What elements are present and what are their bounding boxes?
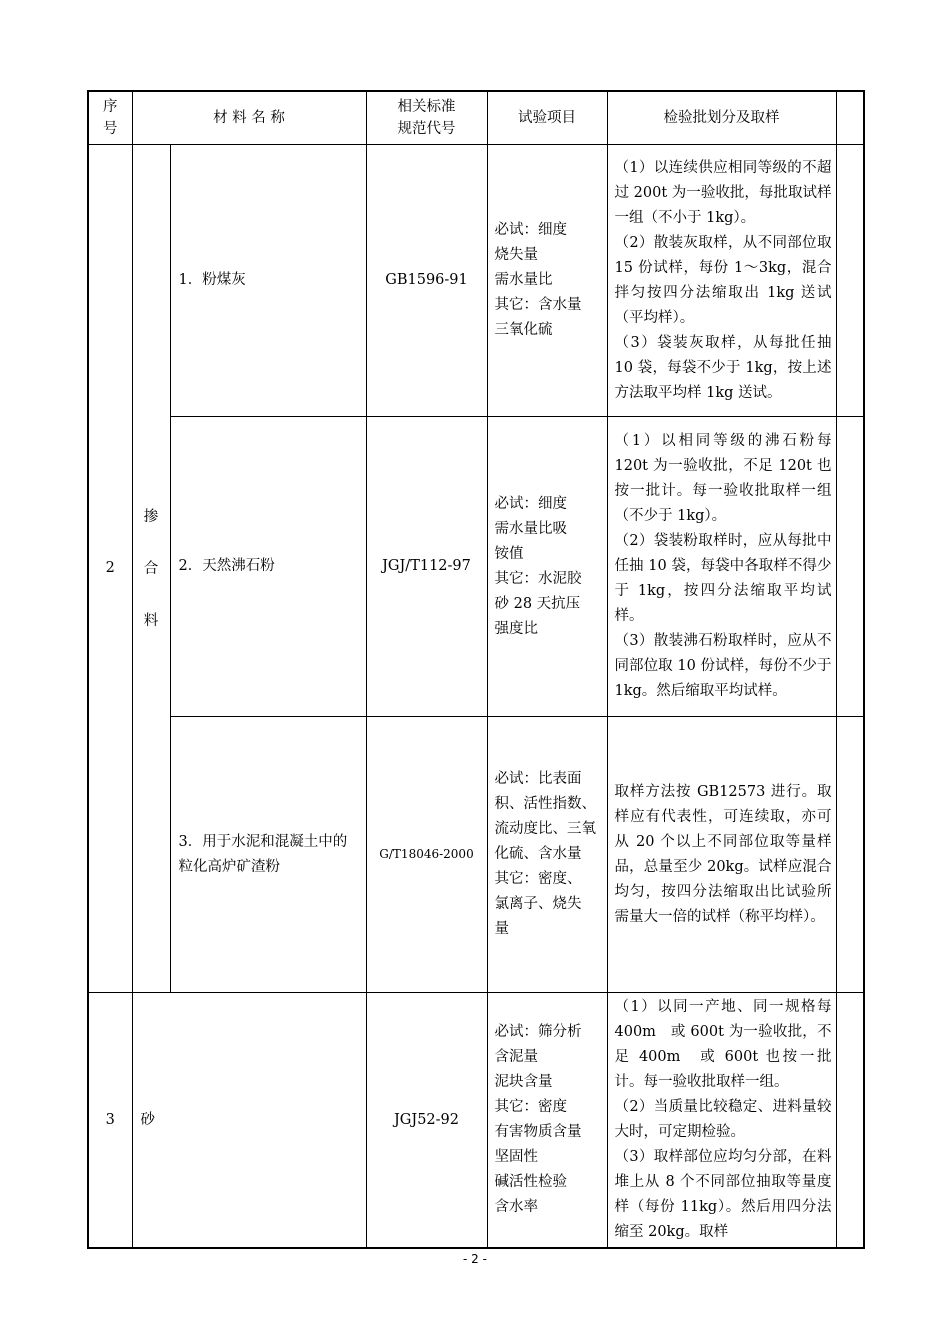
material-name-cell	[132, 993, 366, 1249]
test-item: 必试：筛分析	[494, 1024, 582, 1040]
material-name: 砂	[140, 1111, 155, 1128]
table-row	[88, 145, 864, 417]
sampling-paragraph: （2）袋装粉取样时，应从每批中任抽 10 袋，每袋中各取样不得少于 1kg，按四分法缩取平均试样。	[614, 533, 832, 624]
material-name-cell	[170, 717, 366, 993]
extra-cell	[836, 417, 864, 717]
tests-cell	[487, 145, 607, 417]
page-number: - 2 -	[463, 1252, 487, 1266]
test-item: 坚固性	[494, 1149, 538, 1165]
header-test-items-text: 试验项目	[518, 109, 576, 126]
table-row	[88, 417, 864, 717]
header-material-name	[132, 91, 366, 145]
header-extra	[836, 91, 864, 145]
sampling-cell	[607, 145, 836, 417]
material-name-cell	[170, 145, 366, 417]
table-row	[88, 717, 864, 993]
tests-cell	[487, 993, 607, 1249]
sampling-paragraph: （1）以连续供应相同等级的不超过 200t 为一验收批，每批取试样一组（不小于 1kg）。	[614, 159, 832, 226]
test-item: 需水量比	[494, 272, 553, 288]
category-char: 合	[143, 560, 159, 577]
extra-cell	[836, 145, 864, 417]
material-name: 2．天然沸石粉	[178, 558, 275, 574]
test-item: 其它：水泥胶	[494, 570, 582, 587]
test-item: 砂 28 天抗压	[494, 595, 581, 612]
header-row	[88, 91, 864, 145]
sampling-paragraph: （2）当质量比较稳定、进料量较大时，可定期检验。	[614, 1099, 832, 1140]
seq-text: 3	[105, 1111, 115, 1128]
test-item: 化硫、含水量	[494, 846, 582, 862]
test-item: 必试：细度	[494, 222, 567, 238]
test-item: 强度比	[494, 620, 538, 637]
test-item: 含泥量	[494, 1049, 538, 1065]
category-char: 料	[143, 612, 159, 629]
standard-cell	[366, 717, 487, 993]
test-item: 烧失量	[494, 247, 538, 263]
test-item: 流动度比、三氧	[494, 821, 596, 837]
header-standard-text: 相关标准 规范代号	[397, 99, 456, 137]
standard-cell	[366, 145, 487, 417]
extra-cell	[836, 717, 864, 993]
test-item: 积、活性指数、	[494, 796, 596, 812]
test-item: 有害物质含量	[494, 1124, 582, 1140]
header-material-name-text: 材 料 名 称	[213, 109, 285, 126]
extra-cell	[836, 993, 864, 1249]
test-item: 含水率	[494, 1199, 538, 1215]
test-item: 三氧化硫	[494, 322, 553, 338]
standard-code: JGJ/T112-97	[382, 558, 471, 574]
sampling-paragraph: （1）以同一产地、同一规格每 400m 或 600t 为一验收批，不足 400m 或 600t 也按一批计。每一验收批取样一组。	[614, 999, 832, 1090]
sampling-paragraph: （3）散装沸石粉取样时，应从不同部位取 10 份试样，每份不少于 1kg。然后缩取平均试样。	[614, 633, 832, 699]
standard-cell	[366, 417, 487, 717]
standard-code: GB1596-91	[385, 272, 468, 288]
test-item: 其它：含水量	[494, 297, 582, 313]
sampling-paragraph: （3）取样部位应均匀分部，在料堆上从 8 个不同部位抽取等量度样（每份 11kg）。然后用四分法缩至 20kg。取样	[614, 1149, 832, 1240]
test-item: 铵值	[494, 545, 524, 562]
test-item: 量	[494, 921, 509, 937]
material-name-cell	[170, 417, 366, 717]
test-item: 其它：密度、	[494, 871, 582, 887]
material-name: 3．用于水泥和混凝土中的粒化高炉矿渣粉	[178, 833, 348, 875]
test-item: 其它：密度	[494, 1099, 567, 1115]
test-item: 泥块含量	[494, 1074, 553, 1090]
sampling-cell	[607, 417, 836, 717]
test-item: 需水量比吸	[494, 520, 567, 537]
header-test-items	[487, 91, 607, 145]
standard-code: JGJ52-92	[393, 1111, 459, 1128]
header-batch-sampling-text: 检验批划分及取样	[663, 109, 780, 126]
sampling-paragraph: （2）散装灰取样，从不同部位取 15 份试样，每份 1～3kg，混合拌匀按四分法缩取出 1kg 送试（平均样）。	[614, 234, 832, 326]
standard-cell	[366, 993, 487, 1249]
header-standard	[366, 91, 487, 145]
sampling-cell	[607, 993, 836, 1249]
tests-cell	[487, 717, 607, 993]
header-seq	[88, 91, 132, 145]
standard-code: G/T18046-2000	[379, 847, 474, 861]
seq-cell	[88, 145, 132, 993]
table-row	[88, 993, 864, 1249]
test-item: 碱活性检验	[494, 1174, 567, 1190]
sampling-paragraph: 取样方法按 GB12573 进行。取样应有代表性，可连续取，亦可从 20 个以上不同部位取等量样品，总量至少 20kg。试样应混合均匀，按四分法缩取出比试验所需量大一倍的试样（称平均样）。	[614, 783, 832, 925]
seq-text: 2	[105, 560, 115, 576]
material-name: 1．粉煤灰	[178, 272, 246, 288]
header-batch-sampling	[607, 91, 836, 145]
sampling-cell	[607, 717, 836, 993]
seq-cell	[88, 993, 132, 1249]
sampling-paragraph: （1）以相同等级的沸石粉每 120t 为一验收批，不足 120t 也按一批计。每一验收批取样一组（不少于 1kg）。	[614, 433, 832, 524]
test-item: 必试：比表面	[494, 771, 582, 787]
materials-table	[87, 90, 865, 1249]
inspection-table	[87, 90, 865, 1249]
sampling-paragraph: （3）袋装灰取样，从每批任抽 10 袋，每袋不少于 1kg，按上述方法取平均样 1kg 送试。	[614, 334, 832, 401]
header-seq-text: 序 号	[103, 99, 118, 137]
tests-cell	[487, 417, 607, 717]
category-cell	[132, 145, 170, 993]
test-item: 必试：细度	[494, 495, 567, 512]
test-item: 氯离子、烧失	[494, 896, 582, 912]
category-char: 掺	[143, 508, 159, 525]
